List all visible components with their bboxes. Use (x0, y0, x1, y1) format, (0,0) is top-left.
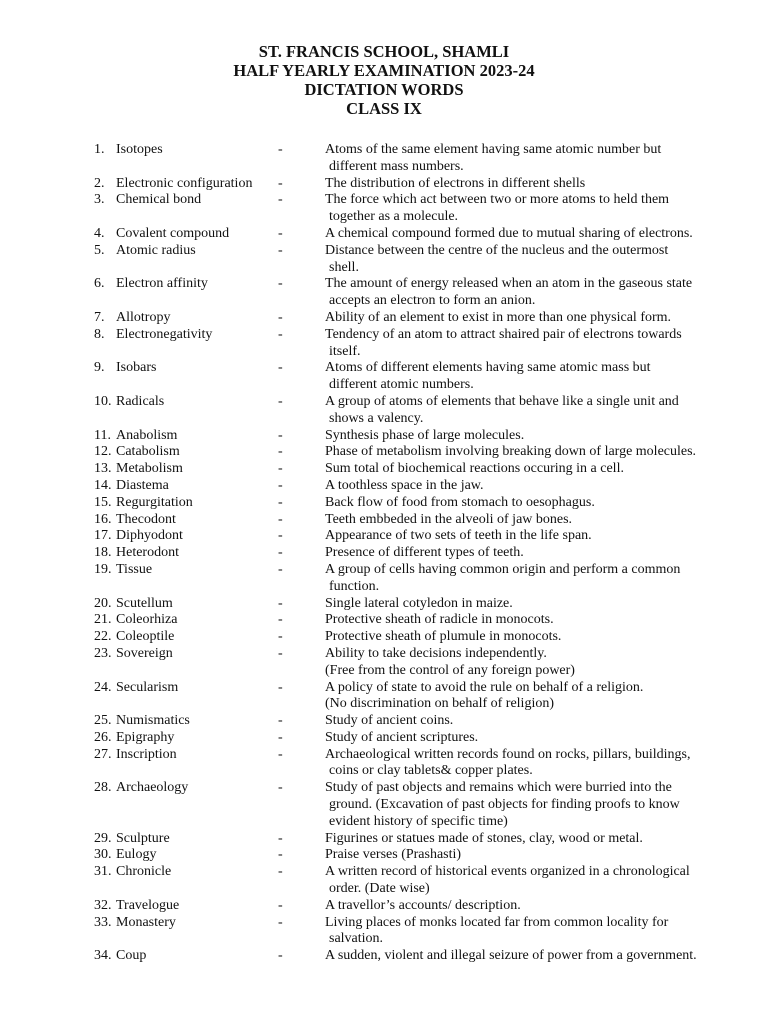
item-term: Diphyodont (116, 528, 183, 544)
definition-line: (No discrimination on behalf of religion) (325, 696, 554, 712)
item-separator: - (278, 897, 283, 913)
item-number: 13. (94, 461, 112, 477)
list-item (0, 310, 768, 327)
item-number: 14. (94, 477, 112, 493)
list-item (0, 545, 768, 562)
item-term: Coup (116, 948, 147, 964)
item-term: Tissue (116, 561, 153, 577)
list-item (0, 461, 768, 478)
definition-line: A group of atoms of elements that behave like a single unit and (325, 393, 679, 409)
item-definition (325, 310, 745, 327)
list-item (0, 276, 768, 310)
item-number: 6. (94, 276, 105, 292)
item-number: 11. (94, 427, 111, 443)
definition-line: Protective sheath of plumule in monocots. (325, 629, 562, 645)
document-header (0, 42, 768, 118)
item-definition (325, 612, 745, 629)
definition-line: Study of ancient coins. (325, 713, 454, 729)
item-term: Eulogy (116, 847, 157, 863)
definition-line: Distance between the centre of the nucleus and the outermost (325, 242, 669, 258)
item-definition (325, 730, 745, 747)
item-separator: - (278, 645, 283, 661)
item-separator: - (278, 360, 283, 376)
item-separator: - (278, 746, 283, 762)
item-term: Isobars (116, 360, 157, 376)
item-definition (325, 915, 745, 949)
item-number: 8. (94, 326, 105, 342)
item-definition (325, 847, 745, 864)
item-number: 28. (94, 780, 112, 796)
definition-line: A toothless space in the jaw. (325, 477, 484, 493)
item-separator: - (278, 713, 283, 729)
definition-line: The amount of energy released when an atom in the gaseous state (325, 276, 693, 292)
list-item (0, 226, 768, 243)
item-definition (325, 176, 745, 193)
item-number: 19. (94, 561, 112, 577)
item-number: 34. (94, 948, 112, 964)
item-definition (325, 864, 745, 898)
item-separator: - (278, 528, 283, 544)
definition-line: different mass numbers. (329, 158, 464, 174)
item-number: 21. (94, 612, 112, 628)
item-number: 20. (94, 595, 112, 611)
definition-line: Appearance of two sets of teeth in the life span. (325, 528, 592, 544)
item-number: 23. (94, 645, 112, 661)
subject-title: DICTATION WORDS (304, 80, 464, 99)
dictation-word-list (0, 142, 768, 965)
item-separator: - (278, 561, 283, 577)
item-number: 9. (94, 360, 105, 376)
definition-line: salvation. (329, 931, 384, 947)
list-item (0, 444, 768, 461)
definition-line: Presence of different types of teeth. (325, 545, 524, 561)
definition-line: Atoms of the same element having same atomic number but (325, 142, 662, 157)
school-name: ST. FRANCIS SCHOOL, SHAMLI (258, 42, 510, 61)
item-number: 12. (94, 444, 112, 460)
list-item (0, 495, 768, 512)
item-definition (325, 192, 745, 226)
definition-line: shows a valency. (329, 410, 424, 426)
item-term: Covalent compound (116, 225, 230, 241)
definition-line: Ability of an element to exist in more than one physical form. (325, 309, 672, 325)
list-item (0, 596, 768, 613)
item-separator: - (278, 511, 283, 527)
list-item (0, 780, 768, 830)
item-term: Isotopes (116, 142, 163, 157)
item-term: Travelogue (116, 897, 180, 913)
item-term: Secularism (116, 679, 179, 695)
item-separator: - (278, 612, 283, 628)
item-term: Allotropy (116, 309, 171, 325)
item-separator: - (278, 864, 283, 880)
definition-line: Single lateral cotyledon in maize. (325, 595, 513, 611)
item-number: 26. (94, 729, 112, 745)
item-definition (325, 142, 745, 176)
definition-line: A written record of historical events organized in a chronological (325, 864, 690, 880)
definition-line: Synthesis phase of large molecules. (325, 427, 525, 443)
item-number: 27. (94, 746, 112, 762)
item-separator: - (278, 780, 283, 796)
item-definition (325, 394, 745, 428)
item-definition (325, 898, 745, 915)
item-definition (325, 646, 745, 680)
definition-line: Protective sheath of radicle in monocots. (325, 612, 554, 628)
item-term: Atomic radius (116, 242, 196, 258)
item-definition (325, 327, 745, 361)
definition-line: shell. (329, 259, 359, 275)
item-number: 7. (94, 309, 105, 325)
item-separator: - (278, 830, 283, 846)
list-item (0, 646, 768, 680)
item-term: Coleoptile (116, 629, 175, 645)
item-separator: - (278, 175, 283, 191)
item-definition (325, 545, 745, 562)
item-number: 1. (94, 142, 105, 157)
definition-line: The distribution of electrons in different shells (325, 175, 586, 191)
definition-line: Ability to take decisions independently. (325, 645, 547, 661)
definition-line: A chemical compound formed due to mutual sharing of electrons. (325, 225, 693, 241)
item-definition (325, 276, 745, 310)
item-number: 25. (94, 713, 112, 729)
item-definition (325, 948, 745, 965)
item-separator: - (278, 326, 283, 342)
item-number: 31. (94, 864, 112, 880)
list-item (0, 948, 768, 965)
list-item (0, 394, 768, 428)
definition-line: Praise verses (Prashasti) (325, 847, 462, 863)
item-term: Diastema (116, 477, 169, 493)
item-separator: - (278, 948, 283, 964)
list-item (0, 243, 768, 277)
item-definition (325, 512, 745, 529)
list-item (0, 898, 768, 915)
item-definition (325, 444, 745, 461)
definition-line: function. (329, 578, 380, 594)
definition-line: Study of past objects and remains which were burried into the (325, 780, 672, 796)
definition-line: Figurines or statues made of stones, clay, wood or metal. (325, 830, 643, 846)
item-number: 24. (94, 679, 112, 695)
definition-line: Back flow of food from stomach to oesophagus. (325, 494, 595, 510)
item-term: Archaeology (116, 780, 189, 796)
list-item (0, 915, 768, 949)
definition-line: Study of ancient scriptures. (325, 729, 479, 745)
item-term: Sovereign (116, 645, 173, 661)
item-term: Sculpture (116, 830, 170, 846)
item-number: 30. (94, 847, 112, 863)
item-definition (325, 831, 745, 848)
list-item (0, 528, 768, 545)
item-number: 22. (94, 629, 112, 645)
item-definition (325, 243, 745, 277)
item-number: 18. (94, 545, 112, 561)
item-term: Electron affinity (116, 276, 208, 292)
item-separator: - (278, 309, 283, 325)
item-definition (325, 629, 745, 646)
item-definition (325, 360, 745, 394)
item-term: Electronic configuration (116, 175, 253, 191)
definition-line: The force which act between two or more atoms to held them (325, 192, 670, 208)
list-item (0, 847, 768, 864)
item-number: 29. (94, 830, 112, 846)
item-separator: - (278, 276, 283, 292)
list-item (0, 713, 768, 730)
item-term: Anabolism (116, 427, 178, 443)
definition-line: itself. (329, 343, 361, 359)
list-item (0, 629, 768, 646)
item-number: 2. (94, 175, 105, 191)
list-item (0, 747, 768, 781)
item-definition (325, 461, 745, 478)
definition-line: Teeth embbeded in the alveoli of jaw bones. (325, 511, 573, 527)
item-separator: - (278, 629, 283, 645)
definition-line: Living places of monks located far from common locality for (325, 914, 669, 930)
item-term: Metabolism (116, 461, 183, 477)
definition-line: Phase of metabolism involving breaking down of large molecules. (325, 444, 697, 460)
list-item (0, 680, 768, 714)
item-number: 5. (94, 242, 105, 258)
item-definition (325, 780, 745, 830)
item-separator: - (278, 142, 283, 157)
item-term: Inscription (116, 746, 177, 762)
item-number: 33. (94, 914, 112, 930)
definition-line: together as a molecule. (329, 209, 459, 225)
definition-line: Sum total of biochemical reactions occuring in a cell. (325, 461, 624, 477)
item-separator: - (278, 192, 283, 208)
definition-line: evident history of specific time) (329, 813, 508, 829)
definition-line: (Free from the control of any foreign power) (325, 662, 575, 678)
list-item (0, 512, 768, 529)
item-term: Epigraphy (116, 729, 175, 745)
item-term: Electronegativity (116, 326, 213, 342)
definition-line: order. (Date wise) (329, 881, 430, 897)
definition-line: Atoms of different elements having same atomic mass but (325, 360, 651, 376)
item-separator: - (278, 729, 283, 745)
item-separator: - (278, 847, 283, 863)
item-separator: - (278, 679, 283, 695)
item-separator: - (278, 393, 283, 409)
list-item (0, 562, 768, 596)
item-term: Chemical bond (116, 192, 202, 208)
item-separator: - (278, 444, 283, 460)
list-item (0, 142, 768, 176)
item-definition (325, 226, 745, 243)
item-number: 17. (94, 528, 112, 544)
item-term: Coleorhiza (116, 612, 178, 628)
item-term: Heterodont (116, 545, 179, 561)
definition-line: coins or clay tablets& copper plates. (329, 763, 533, 779)
item-term: Chronicle (116, 864, 172, 880)
definition-line: A group of cells having common origin and perform a common (325, 561, 681, 577)
item-separator: - (278, 914, 283, 930)
list-item (0, 360, 768, 394)
item-separator: - (278, 477, 283, 493)
item-definition (325, 562, 745, 596)
item-separator: - (278, 225, 283, 241)
list-item (0, 864, 768, 898)
item-number: 10. (94, 393, 112, 409)
definition-line: Tendency of an atom to attract shaired pair of electrons towards (325, 326, 682, 342)
item-separator: - (278, 242, 283, 258)
item-number: 3. (94, 192, 105, 208)
item-definition (325, 713, 745, 730)
list-item (0, 192, 768, 226)
item-term: Radicals (116, 393, 165, 409)
item-term: Monastery (116, 914, 176, 930)
list-item (0, 612, 768, 629)
item-number: 16. (94, 511, 112, 527)
item-separator: - (278, 545, 283, 561)
item-number: 4. (94, 225, 105, 241)
item-separator: - (278, 461, 283, 477)
list-item (0, 478, 768, 495)
item-number: 32. (94, 897, 112, 913)
definition-line: A sudden, violent and illegal seizure of power from a government. (325, 948, 697, 964)
item-definition (325, 478, 745, 495)
item-definition (325, 747, 745, 781)
list-item (0, 730, 768, 747)
item-definition (325, 680, 745, 714)
item-separator: - (278, 494, 283, 510)
list-item (0, 327, 768, 361)
definition-line: A policy of state to avoid the rule on behalf of a religion. (325, 679, 644, 695)
item-term: Numismatics (116, 713, 190, 729)
definition-line: A travellor’s accounts/ description. (325, 897, 521, 913)
item-term: Regurgitation (116, 494, 193, 510)
item-definition (325, 428, 745, 445)
item-term: Scutellum (116, 595, 173, 611)
item-separator: - (278, 427, 283, 443)
item-term: Thecodont (116, 511, 176, 527)
item-separator: - (278, 595, 283, 611)
list-item (0, 176, 768, 193)
definition-line: accepts an electron to form an anion. (329, 293, 536, 309)
item-definition (325, 495, 745, 512)
exam-title: HALF YEARLY EXAMINATION 2023-24 (233, 61, 535, 80)
definition-line: different atomic numbers. (329, 377, 474, 393)
definition-line: Archaeological written records found on rocks, pillars, buildings, (325, 746, 691, 762)
list-item (0, 428, 768, 445)
definition-line: ground. (Excavation of past objects for finding proofs to know (329, 797, 680, 813)
item-definition (325, 528, 745, 545)
item-term: Catabolism (116, 444, 180, 460)
class-title: CLASS IX (346, 99, 422, 118)
list-item (0, 831, 768, 848)
item-number: 15. (94, 494, 112, 510)
item-definition (325, 596, 745, 613)
